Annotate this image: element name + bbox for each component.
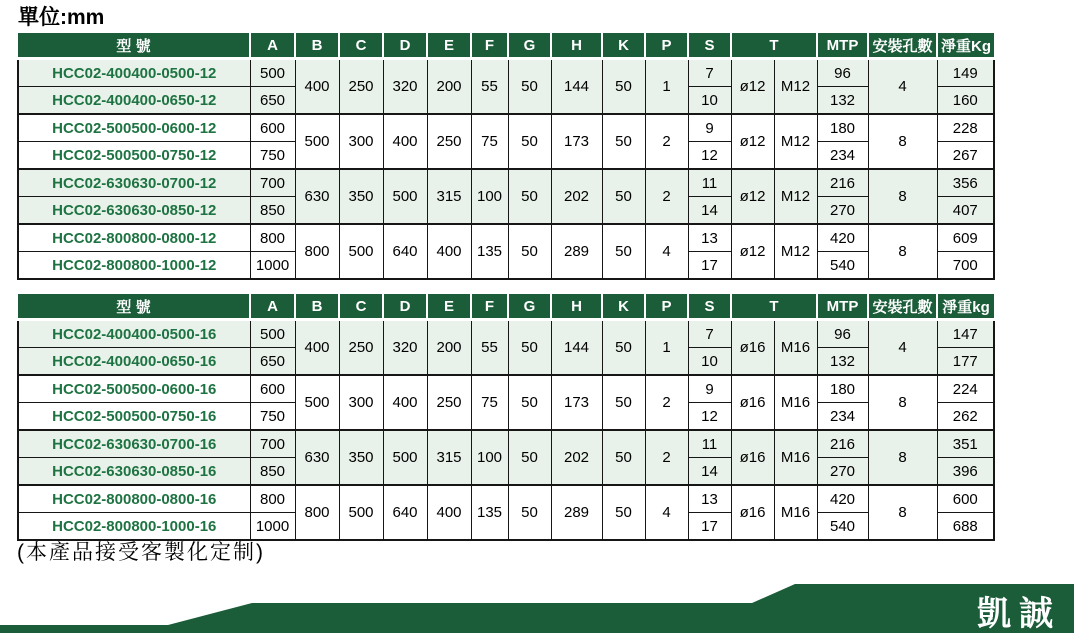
cell-t1: ø12 <box>731 114 774 169</box>
cell-weight: 351 <box>937 430 994 458</box>
cell-p: 2 <box>645 114 688 169</box>
cell-mtp: 234 <box>817 142 868 170</box>
cell-t2: M12 <box>774 114 817 169</box>
spec-tables <box>17 33 995 555</box>
table-row <box>18 114 994 142</box>
cell-k: 50 <box>602 169 645 224</box>
col-header-H: H <box>551 294 602 320</box>
cell-a: 1000 <box>250 252 295 280</box>
cell-mtp: 180 <box>817 375 868 403</box>
col-header-T: T <box>731 294 817 320</box>
cell-t1: ø12 <box>731 169 774 224</box>
cell-f: 75 <box>471 114 508 169</box>
cell-e: 400 <box>427 485 471 540</box>
cell-e: 250 <box>427 375 471 430</box>
cell-f: 135 <box>471 224 508 279</box>
cell-h: 173 <box>551 114 602 169</box>
cell-p: 4 <box>645 224 688 279</box>
brand-logo-text: 凱誠 <box>977 595 1061 633</box>
cell-weight: 160 <box>937 87 994 115</box>
col-header-B: B <box>295 294 339 320</box>
col-header-C: C <box>339 294 383 320</box>
cell-t2: M12 <box>774 224 817 279</box>
cell-f: 55 <box>471 59 508 115</box>
table-row <box>18 485 994 513</box>
col-header-MTP: MTP <box>817 294 868 320</box>
cell-c: 250 <box>339 59 383 115</box>
cell-c: 300 <box>339 114 383 169</box>
cell-s: 12 <box>688 142 731 170</box>
cell-holes: 8 <box>868 430 937 485</box>
cell-s: 12 <box>688 403 731 431</box>
cell-s: 11 <box>688 430 731 458</box>
cell-k: 50 <box>602 430 645 485</box>
cell-f: 100 <box>471 169 508 224</box>
cell-c: 500 <box>339 485 383 540</box>
cell-a: 650 <box>250 87 295 115</box>
col-header-B: B <box>295 33 339 59</box>
cell-weight: 177 <box>937 348 994 376</box>
cell-c: 500 <box>339 224 383 279</box>
cell-e: 315 <box>427 169 471 224</box>
cell-d: 640 <box>383 224 427 279</box>
cell-g: 50 <box>508 114 551 169</box>
cell-s: 14 <box>688 458 731 486</box>
cell-s: 10 <box>688 348 731 376</box>
cell-t2: M16 <box>774 430 817 485</box>
col-header-A: A <box>250 33 295 59</box>
col-header-安裝孔數: 安裝孔數 <box>868 33 937 59</box>
cell-h: 289 <box>551 224 602 279</box>
cell-s: 9 <box>688 114 731 142</box>
cell-weight: 262 <box>937 403 994 431</box>
cell-a: 750 <box>250 142 295 170</box>
cell-k: 50 <box>602 59 645 115</box>
cell-p: 2 <box>645 375 688 430</box>
cell-p: 1 <box>645 59 688 115</box>
col-header-S: S <box>688 294 731 320</box>
cell-d: 640 <box>383 485 427 540</box>
cell-h: 202 <box>551 169 602 224</box>
cell-model: HCC02-400400-0650-16 <box>18 348 250 376</box>
cell-s: 10 <box>688 87 731 115</box>
cell-mtp: 132 <box>817 87 868 115</box>
cell-a: 750 <box>250 403 295 431</box>
cell-s: 9 <box>688 375 731 403</box>
cell-g: 50 <box>508 320 551 376</box>
cell-d: 320 <box>383 59 427 115</box>
cell-h: 144 <box>551 59 602 115</box>
cell-k: 50 <box>602 485 645 540</box>
cell-a: 500 <box>250 320 295 348</box>
customization-note: (本產品接受客製化定制) <box>17 541 265 564</box>
cell-k: 50 <box>602 375 645 430</box>
cell-p: 2 <box>645 169 688 224</box>
cell-g: 50 <box>508 169 551 224</box>
cell-weight: 688 <box>937 513 994 541</box>
cell-s: 13 <box>688 224 731 252</box>
cell-t1: ø16 <box>731 485 774 540</box>
cell-a: 600 <box>250 114 295 142</box>
table-row <box>18 375 994 403</box>
cell-model: HCC02-800800-1000-12 <box>18 252 250 280</box>
cell-weight: 228 <box>937 114 994 142</box>
col-header-G: G <box>508 294 551 320</box>
cell-model: HCC02-800800-1000-16 <box>18 513 250 541</box>
cell-d: 500 <box>383 430 427 485</box>
cell-weight: 407 <box>937 197 994 225</box>
cell-s: 7 <box>688 59 731 87</box>
cell-s: 11 <box>688 169 731 197</box>
cell-b: 630 <box>295 169 339 224</box>
header-row <box>18 294 994 320</box>
cell-mtp: 132 <box>817 348 868 376</box>
cell-t2: M16 <box>774 375 817 430</box>
cell-model: HCC02-500500-0600-16 <box>18 375 250 403</box>
cell-f: 55 <box>471 320 508 376</box>
col-header-淨重kg: 淨重kg <box>937 294 994 320</box>
cell-a: 600 <box>250 375 295 403</box>
cell-c: 350 <box>339 169 383 224</box>
cell-mtp: 180 <box>817 114 868 142</box>
cell-model: HCC02-500500-0600-12 <box>18 114 250 142</box>
table-row <box>18 430 994 458</box>
cell-holes: 8 <box>868 114 937 169</box>
spec-table-m16 <box>17 294 995 541</box>
cell-model: HCC02-500500-0750-16 <box>18 403 250 431</box>
col-header-F: F <box>471 294 508 320</box>
cell-a: 650 <box>250 348 295 376</box>
cell-d: 500 <box>383 169 427 224</box>
cell-g: 50 <box>508 224 551 279</box>
cell-t2: M12 <box>774 169 817 224</box>
footer-banner <box>0 583 1074 633</box>
cell-weight: 267 <box>937 142 994 170</box>
cell-mtp: 270 <box>817 458 868 486</box>
cell-a: 850 <box>250 458 295 486</box>
col-header-T: T <box>731 33 817 59</box>
cell-t2: M16 <box>774 320 817 376</box>
cell-t2: M16 <box>774 485 817 540</box>
cell-mtp: 540 <box>817 513 868 541</box>
cell-a: 700 <box>250 169 295 197</box>
cell-a: 500 <box>250 59 295 87</box>
cell-p: 4 <box>645 485 688 540</box>
table-row <box>18 169 994 197</box>
cell-a: 850 <box>250 197 295 225</box>
cell-mtp: 420 <box>817 485 868 513</box>
cell-b: 800 <box>295 485 339 540</box>
cell-h: 289 <box>551 485 602 540</box>
cell-g: 50 <box>508 375 551 430</box>
cell-a: 700 <box>250 430 295 458</box>
cell-model: HCC02-630630-0850-12 <box>18 197 250 225</box>
cell-model: HCC02-800800-0800-16 <box>18 485 250 513</box>
col-header-D: D <box>383 33 427 59</box>
cell-model: HCC02-630630-0700-16 <box>18 430 250 458</box>
cell-d: 400 <box>383 375 427 430</box>
cell-e: 200 <box>427 59 471 115</box>
cell-b: 630 <box>295 430 339 485</box>
cell-f: 100 <box>471 430 508 485</box>
col-header-淨重Kg: 淨重Kg <box>937 33 994 59</box>
cell-mtp: 420 <box>817 224 868 252</box>
cell-model: HCC02-630630-0700-12 <box>18 169 250 197</box>
cell-weight: 147 <box>937 320 994 348</box>
cell-b: 500 <box>295 375 339 430</box>
cell-s: 17 <box>688 252 731 280</box>
cell-s: 17 <box>688 513 731 541</box>
cell-a: 800 <box>250 485 295 513</box>
cell-h: 202 <box>551 430 602 485</box>
cell-holes: 4 <box>868 59 937 115</box>
cell-g: 50 <box>508 485 551 540</box>
banner-shape <box>0 583 1074 633</box>
cell-holes: 8 <box>868 485 937 540</box>
col-header-P: P <box>645 33 688 59</box>
table-row <box>18 320 994 348</box>
col-header-P: P <box>645 294 688 320</box>
cell-model: HCC02-800800-0800-12 <box>18 224 250 252</box>
cell-t1: ø16 <box>731 320 774 376</box>
cell-h: 144 <box>551 320 602 376</box>
cell-mtp: 96 <box>817 59 868 87</box>
cell-b: 800 <box>295 224 339 279</box>
cell-weight: 609 <box>937 224 994 252</box>
cell-a: 1000 <box>250 513 295 541</box>
col-header-H: H <box>551 33 602 59</box>
cell-mtp: 234 <box>817 403 868 431</box>
cell-mtp: 270 <box>817 197 868 225</box>
cell-model: HCC02-400400-0500-12 <box>18 59 250 87</box>
table-row <box>18 224 994 252</box>
cell-t1: ø16 <box>731 375 774 430</box>
col-header-F: F <box>471 33 508 59</box>
cell-weight: 396 <box>937 458 994 486</box>
cell-t1: ø12 <box>731 59 774 115</box>
col-header-A: A <box>250 294 295 320</box>
cell-g: 50 <box>508 430 551 485</box>
cell-b: 400 <box>295 320 339 376</box>
cell-f: 135 <box>471 485 508 540</box>
cell-mtp: 216 <box>817 430 868 458</box>
cell-f: 75 <box>471 375 508 430</box>
col-header-K: K <box>602 294 645 320</box>
cell-t2: M12 <box>774 59 817 115</box>
cell-h: 173 <box>551 375 602 430</box>
cell-model: HCC02-400400-0650-12 <box>18 87 250 115</box>
col-header-E: E <box>427 33 471 59</box>
col-header-C: C <box>339 33 383 59</box>
cell-weight: 700 <box>937 252 994 280</box>
cell-t1: ø12 <box>731 224 774 279</box>
cell-c: 250 <box>339 320 383 376</box>
cell-weight: 149 <box>937 59 994 87</box>
cell-c: 350 <box>339 430 383 485</box>
cell-holes: 8 <box>868 375 937 430</box>
col-header-S: S <box>688 33 731 59</box>
cell-s: 14 <box>688 197 731 225</box>
cell-mtp: 216 <box>817 169 868 197</box>
cell-e: 315 <box>427 430 471 485</box>
cell-g: 50 <box>508 59 551 115</box>
col-header-K: K <box>602 33 645 59</box>
cell-e: 250 <box>427 114 471 169</box>
cell-weight: 224 <box>937 375 994 403</box>
cell-a: 800 <box>250 224 295 252</box>
cell-weight: 600 <box>937 485 994 513</box>
cell-e: 400 <box>427 224 471 279</box>
cell-model: HCC02-500500-0750-12 <box>18 142 250 170</box>
header-row <box>18 33 994 59</box>
cell-c: 300 <box>339 375 383 430</box>
cell-p: 2 <box>645 430 688 485</box>
cell-mtp: 96 <box>817 320 868 348</box>
cell-t1: ø16 <box>731 430 774 485</box>
cell-s: 7 <box>688 320 731 348</box>
cell-s: 13 <box>688 485 731 513</box>
cell-mtp: 540 <box>817 252 868 280</box>
col-header-model: 型 號 <box>18 33 250 59</box>
spec-table-m12 <box>17 33 995 280</box>
cell-d: 400 <box>383 114 427 169</box>
cell-holes: 4 <box>868 320 937 376</box>
col-header-安裝孔數: 安裝孔數 <box>868 294 937 320</box>
table-row <box>18 59 994 87</box>
cell-b: 500 <box>295 114 339 169</box>
col-header-E: E <box>427 294 471 320</box>
col-header-model: 型 號 <box>18 294 250 320</box>
unit-label: 單位:mm <box>18 6 105 29</box>
cell-d: 320 <box>383 320 427 376</box>
cell-b: 400 <box>295 59 339 115</box>
cell-holes: 8 <box>868 169 937 224</box>
cell-weight: 356 <box>937 169 994 197</box>
cell-model: HCC02-630630-0850-16 <box>18 458 250 486</box>
cell-k: 50 <box>602 114 645 169</box>
cell-p: 1 <box>645 320 688 376</box>
cell-holes: 8 <box>868 224 937 279</box>
cell-e: 200 <box>427 320 471 376</box>
cell-model: HCC02-400400-0500-16 <box>18 320 250 348</box>
col-header-D: D <box>383 294 427 320</box>
cell-k: 50 <box>602 224 645 279</box>
col-header-MTP: MTP <box>817 33 868 59</box>
col-header-G: G <box>508 33 551 59</box>
cell-k: 50 <box>602 320 645 376</box>
